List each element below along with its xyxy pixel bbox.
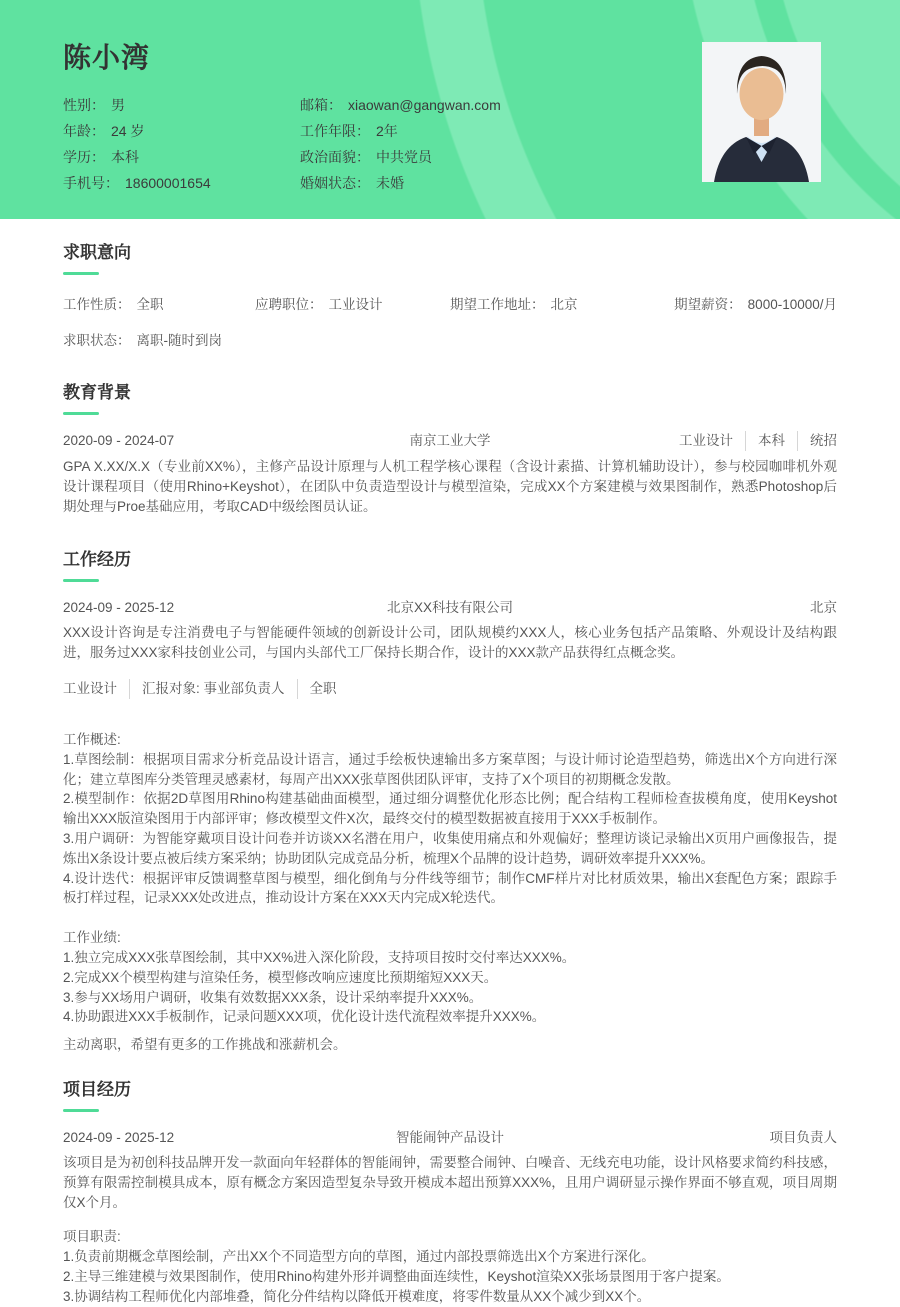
intent-status (63, 331, 450, 351)
education-enrollment-type: 统招 (797, 431, 837, 451)
field-label: 年龄： (63, 123, 105, 139)
field-label: 学历： (63, 149, 105, 165)
education-tags (582, 431, 837, 451)
field-value: 8000-10000/月 (747, 297, 837, 312)
field-label: 工作年限： (300, 123, 370, 139)
section-title-project: 项目经历 (63, 1079, 131, 1099)
field-value: 本科 (111, 149, 139, 165)
project-period: 2024-09 - 2025-12 (63, 1129, 175, 1145)
education-degree: 本科 (745, 431, 785, 451)
work-achievement-item: 4.协助跟进XXX手板制作，记录问题XXX项，优化设计迭代流程效率提升XXX%。 (63, 1009, 546, 1025)
field-value: 24 岁 (111, 123, 145, 139)
project-meta-row (63, 1128, 837, 1148)
project-role: 项目负责人 (769, 1129, 837, 1145)
work-overview-item: 1.草图绘制：根据项目需求分析竞品设计语言，通过手绘板快速输出多方案草图；与设计师讨论造型趋势，筛选出X个方向进行深化；建立草图库分类管理灵感素材，每周产出XXX张草图供团队评审，支持了X个项目的初期概念发散。 (63, 751, 837, 787)
education-school: 南京工业大学 (409, 433, 491, 448)
info-phone (63, 170, 300, 196)
work-achievements-title: 工作业绩: (63, 930, 121, 946)
work-leave-reason: 主动离职，希望有更多的工作挑战和涨薪机会。 (63, 1037, 347, 1053)
education-meta-row (63, 431, 837, 451)
project-background: 该项目是为初创科技品牌开发一款面向年轻群体的智能闹钟，需要整合闹钟、白噪音、无线充电功能，设计风格要求简约科技感，预算有限需控制模具成本，原有概念方案因造型复杂导致开模成本超出预算XXX%，且用户调研显示操作界面不够直观，项目周期仅X个月。 (63, 1154, 837, 1210)
section-title-underline (63, 1109, 99, 1112)
project-duty-item: 1.负责前期概念草图绘制，产出XX个不同造型方向的草图，通过内部投票筛选出X个方案进行深化。 (63, 1249, 655, 1265)
work-job-type-tag: 全职 (297, 679, 337, 699)
education-major: 工业设计 (678, 433, 733, 448)
field-label: 邮箱： (300, 97, 342, 113)
work-achievement-item: 3.参与XX场用户调研，收集有效数据XXX条，设计采纳率提升XXX%。 (63, 989, 483, 1005)
info-degree (63, 144, 300, 170)
project-duty-item: 2.主导三维建模与效果图制作，使用Rhino构建外形并调整曲面连续性，Keyshot渲染XX张场景图用于客户提案。 (63, 1268, 730, 1284)
field-label: 工作性质： (63, 297, 131, 312)
field-value: 18600001654 (125, 175, 211, 191)
section-title-work: 工作经历 (63, 550, 131, 570)
project-duties-title: 项目职责: (63, 1229, 121, 1245)
job-intent-row-1 (63, 295, 837, 315)
project-duty-item: 3.协调结构工程师优化内部堆叠，简化分件结构以降低开模难度，将零件数量从XX个减少到XX个。 (63, 1288, 651, 1304)
field-value: 全职 (136, 297, 164, 312)
section-education (63, 381, 837, 516)
field-label: 手机号： (63, 175, 119, 191)
project-name: 智能闹钟产品设计 (395, 1129, 504, 1145)
section-job-intent (63, 241, 837, 351)
resume-body (0, 241, 900, 1307)
profile-photo-placeholder (702, 42, 821, 182)
info-email (300, 92, 680, 118)
work-location: 北京 (809, 600, 837, 616)
field-label: 应聘职位： (255, 297, 323, 312)
field-value: 北京 (550, 297, 578, 312)
field-value: xiaowan@gangwan.com (348, 97, 501, 113)
intent-salary (660, 295, 837, 315)
education-description: GPA X.XX/X.X（专业前XX%），主修产品设计原理与人机工程学核心课程（含设计素描、计算机辅助设计），参与校园咖啡机外观设计课程项目（使用Rhino+Keyshot），在团队中负责造型设计与模型渲染，完成XX个方案建模与效果图制作，熟悉Photoshop后期处理与Proe基础应用，考取CAD中级绘图员认证。 (63, 459, 837, 514)
field-label: 期望薪资： (674, 297, 742, 312)
info-experience-years (300, 118, 680, 144)
field-value: 2年 (376, 123, 398, 139)
info-gender (63, 92, 300, 118)
field-label: 婚姻状态： (300, 175, 370, 191)
job-intent-row-2 (63, 331, 837, 351)
intent-position (255, 295, 450, 315)
work-company-intro: XXX设计咨询是专注消费电子与智能硬件领域的创新设计公司，团队规模约XXX人，核心业务包括产品策略、外观设计及结构跟进，服务过XXX家科技创业公司，与国内头部代工厂保持长期合作，设计的XXX款产品获得红点概念奖。 (63, 625, 837, 661)
section-work-experience (63, 548, 837, 1055)
section-title-job-intent: 求职意向 (63, 243, 131, 262)
field-value: 离职-随时到岗 (136, 333, 222, 348)
field-value: 未婚 (376, 175, 404, 191)
section-title-underline (63, 272, 99, 275)
info-political-status (300, 144, 680, 170)
work-period: 2024-09 - 2025-12 (63, 600, 175, 616)
section-title-underline (63, 579, 99, 582)
field-value: 中共党员 (376, 149, 432, 165)
work-overview-item: 3.用户调研：为智能穿戴项目设计问卷并访谈XX名潜在用户，收集使用痛点和外观偏好；整理访谈记录输出X页用户画像报告，提炼出X条设计要点被后续方案采纳；协助团队完成竞品分析，梳理X个品牌的设计趋势，调研效率提升XXX%。 (63, 830, 837, 866)
section-title-education: 教育背景 (63, 383, 131, 402)
project-duties-block (63, 1227, 837, 1306)
field-value: 工业设计 (328, 297, 383, 312)
work-report-to-tag: 汇报对象: 事业部负责人 (129, 679, 285, 699)
work-meta-row (63, 598, 837, 618)
work-achievements-block (63, 928, 837, 1027)
field-label: 性别： (63, 97, 105, 113)
resume-header (0, 0, 900, 219)
intent-location (450, 295, 660, 315)
intent-job-type (63, 295, 255, 315)
work-overview-item: 4.设计迭代：根据评审反馈调整草图与模型，细化倒角与分件线等细节；制作CMF样片对比材质效果，输出X套配色方案；跟踪手板打样过程，记录XXX处改进点，推动设计方案在XXX天内完成X轮迭代。 (63, 870, 837, 906)
education-period: 2020-09 - 2024-07 (63, 433, 175, 448)
work-achievement-item: 1.独立完成XXX张草图绘制，其中XX%进入深化阶段，支持项目按时交付率达XXX%。 (63, 949, 576, 965)
candidate-name: 陈小湾 (63, 42, 151, 73)
work-overview-item: 2.模型制作：依据2D草图用Rhino构建基础曲面模型，通过细分调整优化形态比例；配合结构工程师检查拔模角度，使用Keyshot输出XXX版渲染图用于内部评审；修改模型文件X次，最终交付的模型数据被直接用于XXX手板制作。 (63, 791, 837, 827)
section-project-experience (63, 1078, 837, 1307)
info-marital-status (300, 170, 680, 196)
info-age (63, 118, 300, 144)
field-label: 政治面貌： (300, 149, 370, 165)
work-overview-title: 工作概述: (63, 731, 121, 747)
profile-photo (702, 42, 821, 182)
work-tags (63, 679, 837, 699)
work-position-tag: 工业设计 (63, 680, 117, 696)
field-value: 男 (111, 97, 125, 113)
section-title-underline (63, 412, 99, 415)
field-label: 期望工作地址： (450, 297, 545, 312)
field-label: 求职状态： (63, 333, 131, 348)
work-company: 北京XX科技有限公司 (386, 600, 513, 616)
work-overview-block (63, 730, 837, 908)
work-achievement-item: 2.完成XX个模型构建与渲染任务，模型修改响应速度比预期缩短XXX天。 (63, 969, 498, 985)
